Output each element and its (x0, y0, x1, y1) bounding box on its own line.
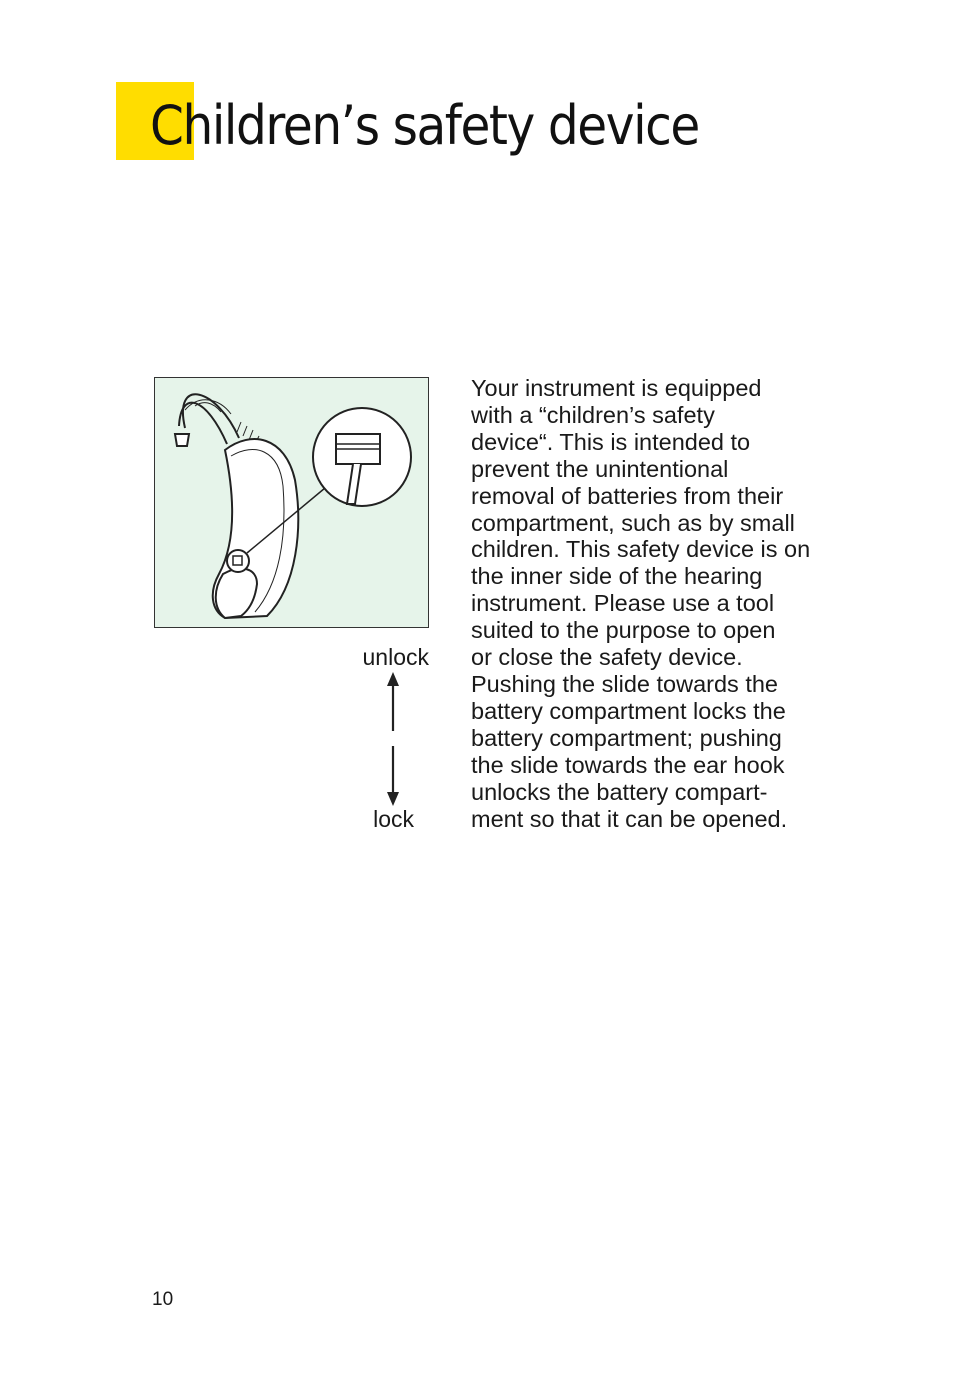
body-paragraph (471, 375, 831, 832)
body-line: the slide towards the ear hook (471, 751, 785, 778)
body-line: or close the safety device. (471, 644, 743, 671)
body-line: removal of batteries from their (471, 482, 784, 509)
lock-direction-arrows (380, 672, 406, 808)
body-line: device“. This is intended to (471, 428, 751, 455)
body-line: instrument. Please use a tool (471, 590, 775, 617)
body-line: Your instrument is equipped (471, 375, 762, 401)
body-line: battery compartment locks the (471, 697, 786, 724)
body-line: children. This safety device is on (471, 536, 811, 563)
body-line: battery compartment; pushing (471, 724, 782, 751)
body-line: suited to the purpose to open (471, 617, 776, 644)
body-line: ment so that it can be opened. (471, 805, 788, 832)
hearing-aid-illustration (154, 377, 429, 628)
page-number: 10 (152, 1289, 174, 1310)
body-line: Pushing the slide towards the (471, 670, 778, 697)
unlock-label: unlock (362, 644, 429, 670)
body-line: the inner side of the hearing (471, 563, 763, 590)
page-title: Children’s safety device (150, 94, 699, 157)
arrow-up-icon (387, 672, 399, 686)
lock-label: lock (373, 806, 414, 832)
body-line: with a “children’s safety (471, 401, 715, 428)
body-line: prevent the unintentional (471, 455, 729, 482)
body-line: unlocks the battery compart- (471, 778, 768, 805)
arrow-down-icon (387, 792, 399, 806)
body-line: compartment, such as by small (471, 509, 795, 536)
